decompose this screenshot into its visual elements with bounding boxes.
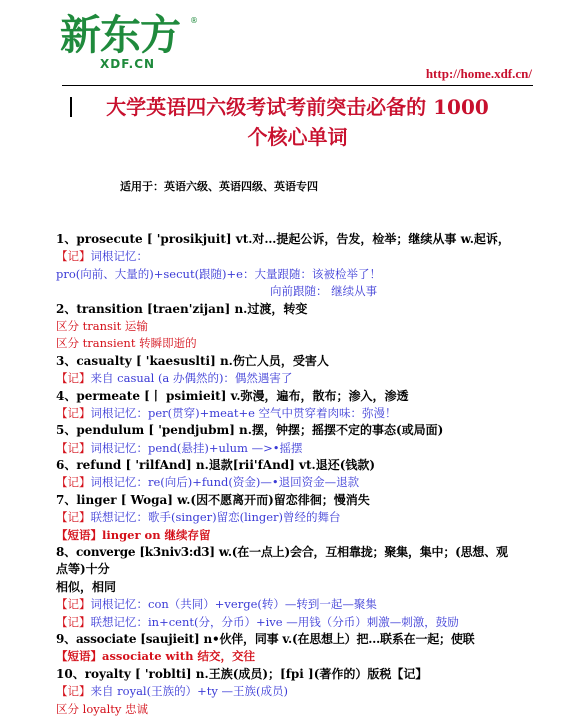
vocab-line: [56, 492, 536, 509]
memory-tag: 【记】: [56, 510, 91, 525]
memory-tag: 【记】: [56, 249, 91, 264]
header-divider: [62, 85, 533, 86]
vocab-line-text: 【短语】associate with 结交，交往: [56, 649, 255, 664]
vocab-line: [56, 701, 536, 718]
vocab-line: [56, 405, 536, 422]
vocab-line-text: 联想记忆：in+cent(分，分币）+ive —用钱（分币）刺激—刺激，鼓励: [90, 614, 459, 629]
vocab-line: [56, 370, 536, 387]
vocab-line: [56, 614, 536, 631]
vocab-line: [56, 231, 536, 248]
vocab-line-text: 【短语】linger on 继续存留: [56, 527, 211, 542]
vocab-line: [56, 474, 536, 491]
vocab-line-text: 来自 casual (a 办偶然的)：偶然遇害了: [90, 371, 293, 386]
vocab-line-text: 10、royalty [ 'roblti] n.王族(成员)；[fpi ](著作的）版税【记】: [56, 666, 428, 681]
vocab-line: [56, 544, 536, 561]
applies-to-note: 适用于：英语六级、英语四级、英语专四: [120, 180, 318, 193]
logo-chinese: 新东方: [60, 11, 180, 59]
logo-registered-mark: ®: [190, 16, 198, 25]
vocab-line-text: 1、prosecute [ 'prosikjuit] vt.对…提起公诉，告发，检举；继续从事 w.起诉，: [56, 232, 510, 246]
memory-tag: 【记】: [56, 405, 91, 420]
vocab-line: [56, 388, 536, 405]
vocab-line-text: 来自 royal(王族的）+ty —王族(成员): [90, 684, 288, 699]
vocab-line: [56, 248, 536, 265]
vocab-line-text: 8、converge [k3niv3:d3] w.(在一点上)会合，互相靠拢；聚集，集中；(思想、观: [56, 545, 508, 560]
vocab-line-text: 词根记忆：con（共同）+verge(转）—转到一起—聚集: [90, 597, 377, 612]
vocab-line: [56, 666, 536, 683]
vocab-line: [56, 457, 536, 474]
vocab-line: [56, 648, 536, 665]
vocab-line-text: 9、associate [saujieit] n•伙伴，同事 v.(在思想上）把…联系在一起；使联: [56, 631, 475, 646]
vocab-line: [56, 422, 536, 439]
vocab-line-text: 7、linger [ Woga] w.(因不愿离开而)留恋徘徊；慢消失: [56, 492, 370, 507]
vocab-line: [56, 527, 536, 544]
vocab-line: [56, 353, 536, 370]
vocab-line: [56, 266, 536, 283]
vocab-line-text: 4、permeate [丨 psimieit] v.弥漫，遍布，散布；渗入，渗透: [56, 388, 409, 403]
memory-tag: 【记】: [56, 475, 91, 490]
memory-tag: 【记】: [56, 371, 91, 386]
memory-tag: 【记】: [56, 440, 91, 455]
xdf-logo: [60, 12, 210, 74]
vocab-line: [56, 283, 536, 300]
vocab-line-text: 区分 transient 转瞬即逝的: [56, 336, 197, 351]
vocab-line: [56, 301, 536, 318]
site-url-link[interactable]: http://home.xdf.cn/: [425, 66, 532, 81]
memory-tag: 【记】: [56, 614, 91, 629]
vocab-line: [56, 579, 536, 596]
vocab-line-text: 2、transition [traen'zijan] n.过渡，转变: [56, 301, 308, 316]
title-line-1: 大学英语四六级考试考前突击必备的 1000: [106, 95, 489, 119]
vocab-line-text: 区分 transit 运输: [56, 318, 148, 333]
memory-tag: 【记】: [56, 597, 91, 612]
memory-tag: 【记】: [56, 684, 91, 699]
vocab-line-text: 词根记忆：: [90, 249, 148, 264]
vocab-line-text: 词根记忆：re(向后)+fund(资金)—•退回资金—退款: [90, 475, 360, 490]
vocab-line-text: 5、pendulum [ 'pendjubm] n.摆，钟摆；摇摆不定的事态(或局面): [56, 423, 444, 438]
vocab-line: [56, 318, 536, 335]
vocab-line-text: 6、refund [ 'rilfAnd] n.退款[rii'fAnd] vt.退还(钱款): [56, 458, 376, 473]
vocab-line-text: 词根记忆：per(贯穿)+meat+e 空气中贯穿着肉味：弥漫！: [90, 405, 397, 420]
logo-domain: XDF.CN: [100, 57, 156, 71]
vocab-line-text: 联想记忆：歌手(singer)留恋(linger)曾经的舞台: [90, 510, 341, 525]
vocabulary-list: [56, 231, 536, 718]
vocab-line: [56, 335, 536, 352]
vocab-line-text: 相似，相同: [56, 579, 117, 594]
document-title: [62, 92, 533, 152]
vocab-line-text: 3、casualty [ 'kaesuslti] n.伤亡人员，受害人: [56, 353, 329, 368]
vocab-line: [56, 440, 536, 457]
vocab-line: [56, 561, 536, 578]
vocab-line: [56, 631, 536, 648]
vocab-line-text: 区分 loyalty 忠诚: [56, 701, 149, 716]
vocab-line: [56, 683, 536, 700]
vocab-line-text: 点等)十分: [56, 562, 110, 577]
vocab-line-text: 向前跟随： 继续从事: [270, 284, 378, 299]
title-line-2: 个核心单词: [247, 125, 348, 149]
vocab-line-text: 词根记忆：pend(悬挂)+ulum —>•摇摆: [90, 440, 303, 455]
vocab-line: [56, 509, 536, 526]
vocab-line: [56, 596, 536, 613]
vocab-line-text: pro(向前、大量的)+secut(跟随)+e：大量跟随：该被检举了！: [56, 266, 381, 281]
